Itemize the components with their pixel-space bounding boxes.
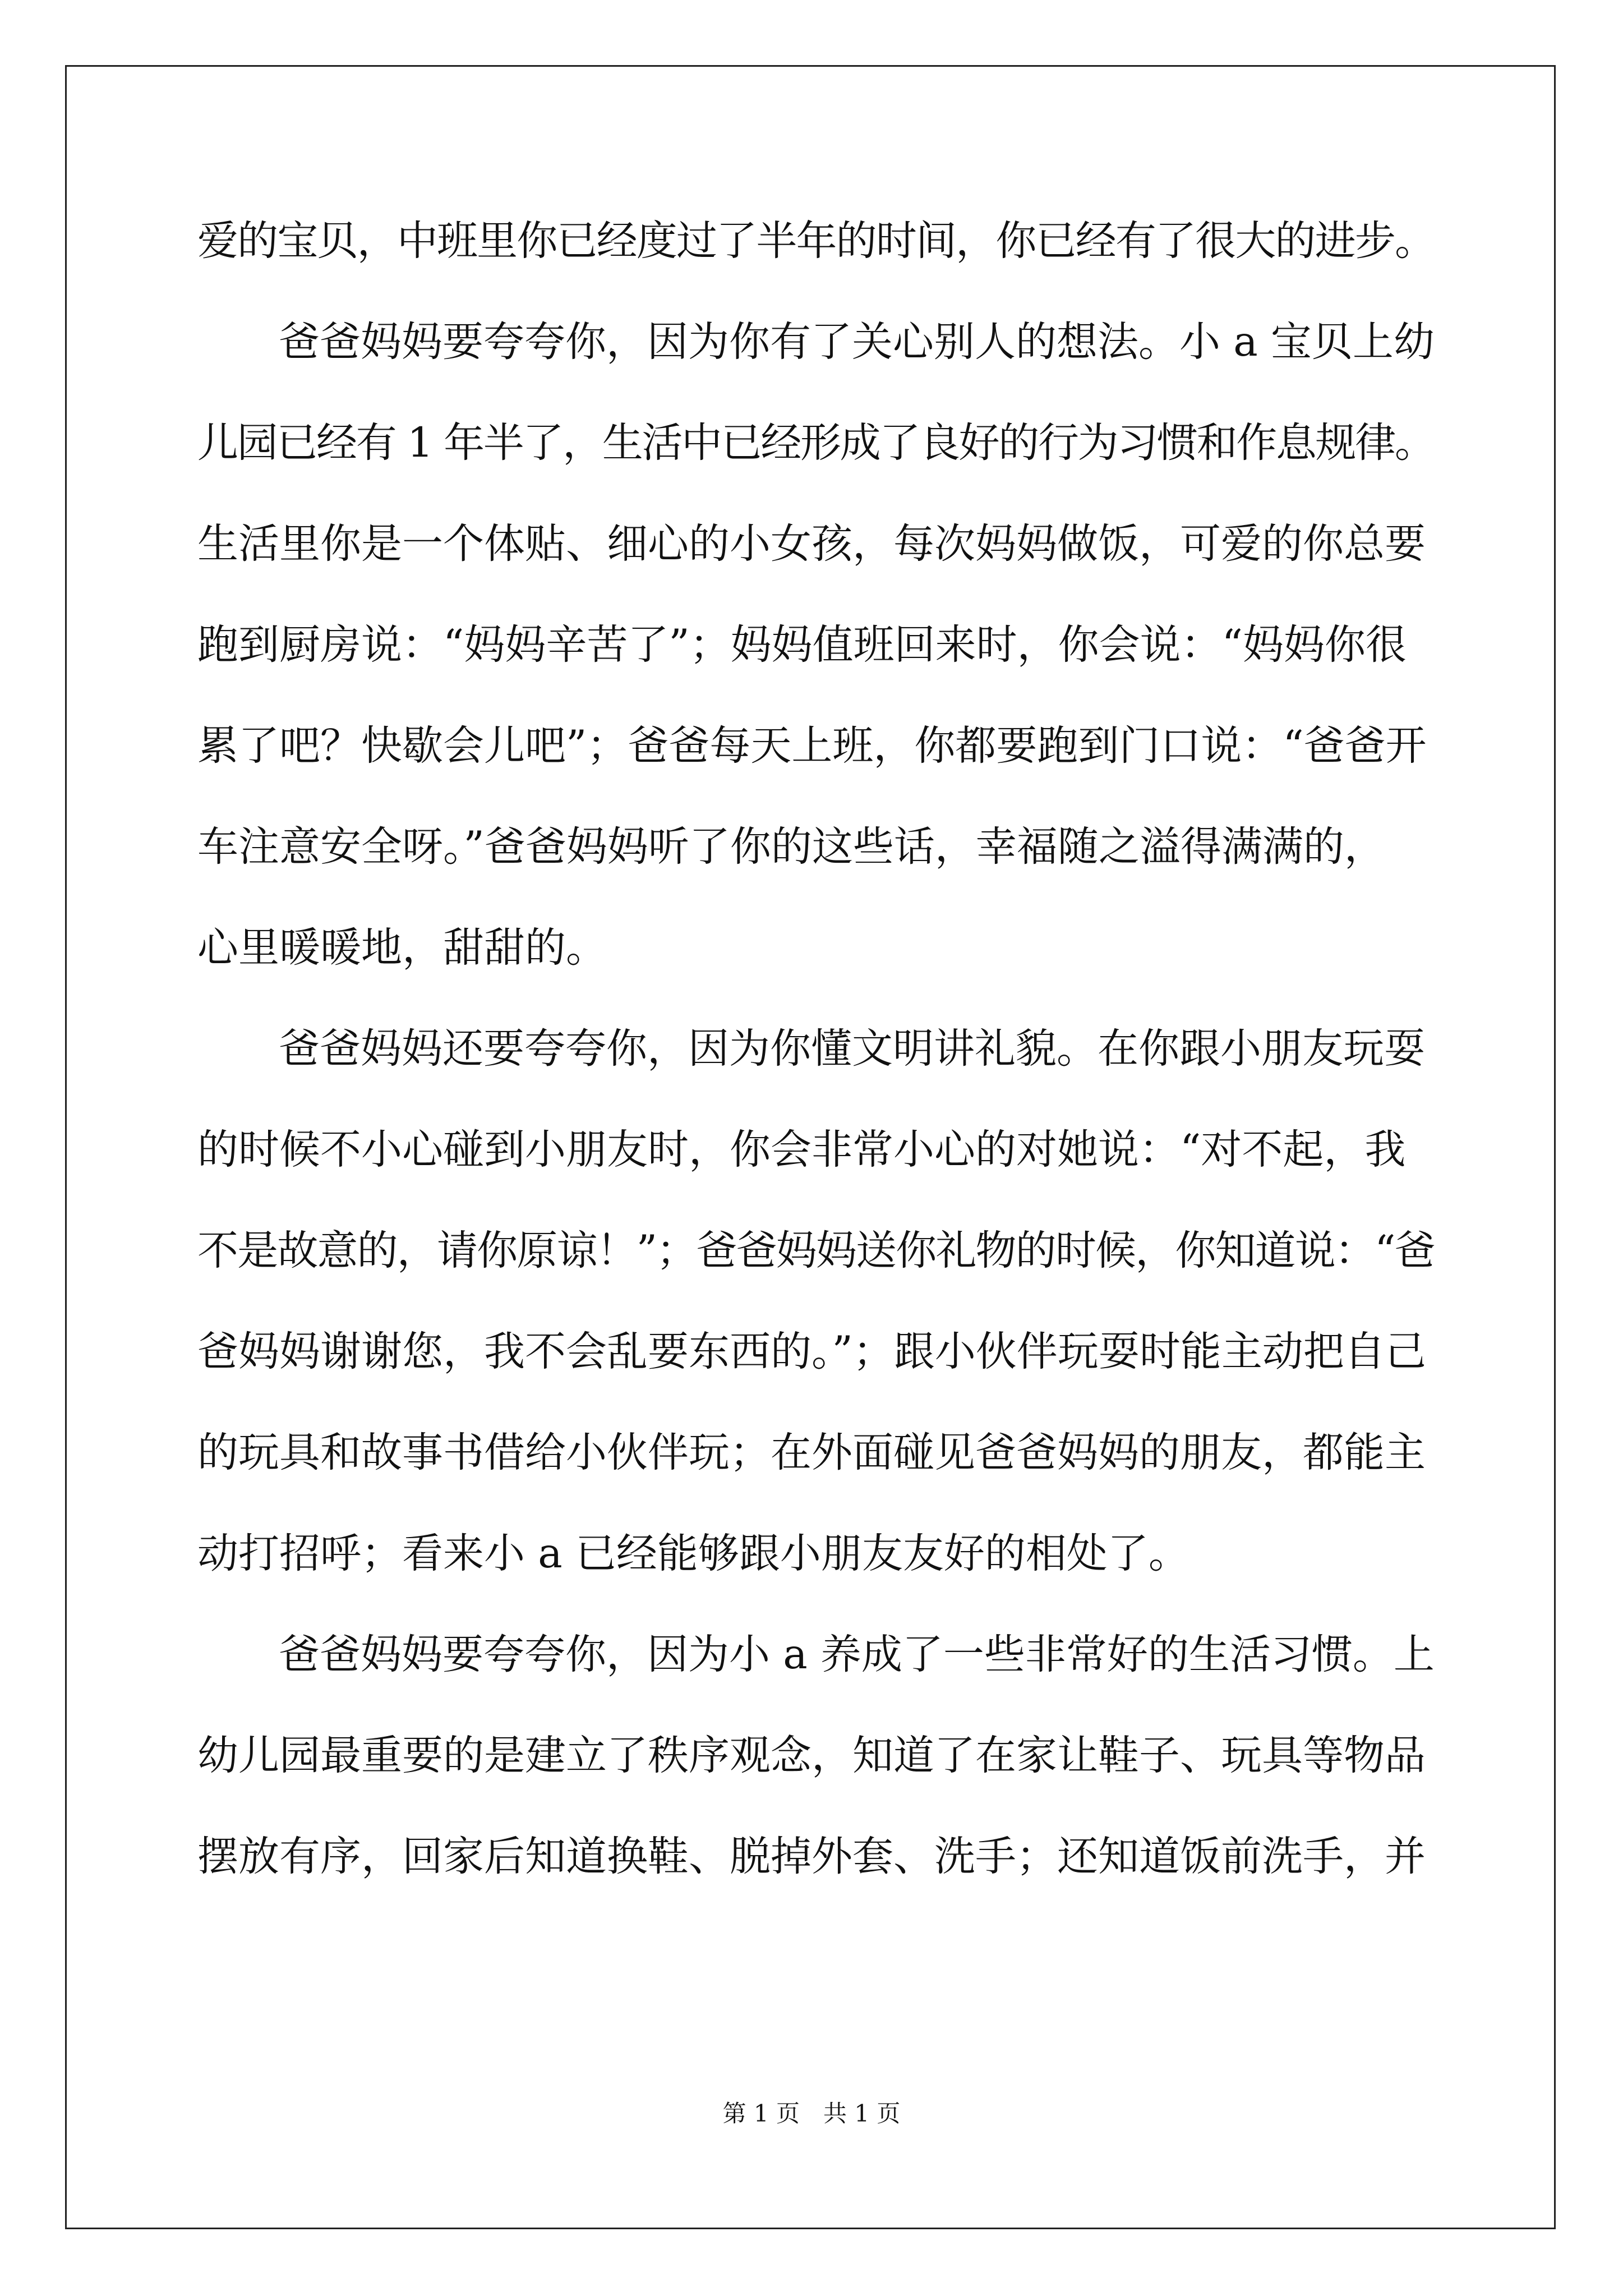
page-footer: 第 1 页 共 1 页 [722,2100,901,2127]
text-line-8: 心里暖暖地，甜甜的。 [197,924,607,972]
text-line-9: 爸爸妈妈还要夸夸你，因为你懂文明讲礼貌。在你跟小朋友玩耍 [279,1025,1425,1073]
text-line-14: 动打招呼；看来小 a 已经能够跟小朋友友好的相处了。 [197,1530,1189,1577]
text-line-7: 车注意安全呀。”爸爸妈妈听了你的这些话，幸福随之溢得满满的， [197,823,1385,871]
text-line-10: 的时候不小心碰到小朋友时，你会非常小心的对她说：“对不起，我 [197,1126,1406,1174]
text-line-12: 爸妈妈谢谢您，我不会乱要东西的。”；跟小伙伴玩耍时能主动把自己 [197,1328,1426,1375]
text-line-15: 爸爸妈妈要夸夸你，因为小 a 养成了一些非常好的生活习惯。上 [279,1631,1435,1678]
text-line-6: 累了吧？快歇会儿吧”；爸爸每天上班，你都要跑到门口说：“爸爸开 [197,722,1427,770]
text-line-5: 跑到厨房说：“妈妈辛苦了”；妈妈值班回来时，你会说：“妈妈你很 [197,621,1407,669]
text-line-11: 不是故意的，请你原谅！”；爸爸妈妈送你礼物的时候，你知道说：“爸 [197,1227,1435,1274]
text-line-2: 爸爸妈妈要夸夸你，因为你有了关心别人的想法。小 a 宝贝上幼 [279,318,1435,366]
text-line-4: 生活里你是一个体贴、细心的小女孩，每次妈妈做饭，可爱的你总要 [197,520,1426,568]
text-line-17: 摆放有序，回家后知道换鞋、脱掉外套、洗手；还知道饭前洗手，并 [197,1833,1426,1880]
text-line-13: 的玩具和故事书借给小伙伴玩；在外面碰见爸爸妈妈的朋友，都能主 [197,1429,1426,1476]
text-line-1: 爱的宝贝，中班里你已经度过了半年的时间，你已经有了很大的进步。 [197,217,1435,265]
text-line-16: 幼儿园最重要的是建立了秩序观念，知道了在家让鞋子、玩具等物品 [197,1732,1426,1779]
text-line-3: 儿园已经有 1 年半了，生活中已经形成了良好的行为习惯和作息规律。 [197,419,1435,467]
